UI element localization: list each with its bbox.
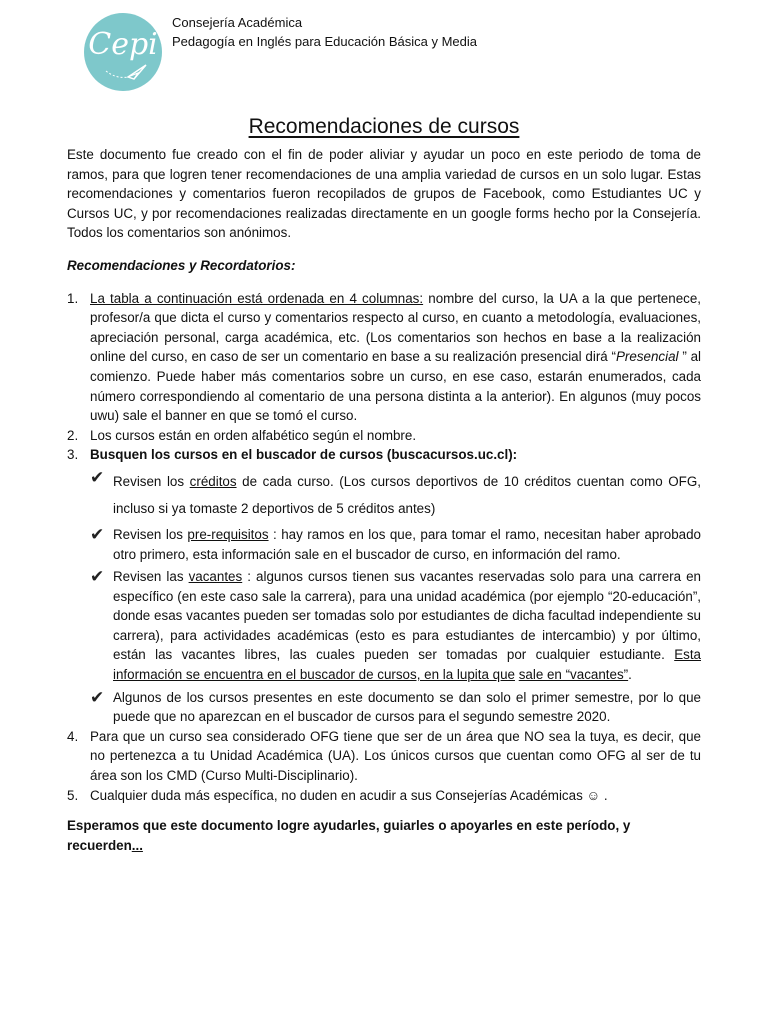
closing-paragraph: [67, 816, 701, 855]
header-line-1: Consejería Académica: [172, 15, 303, 30]
item-italic: Presencial: [616, 349, 683, 365]
checklist-item: [90, 688, 701, 727]
recommendations-list: [67, 289, 701, 806]
check-text-cont: : hay ramos en los que, para tomar el ramo, necesitan haber aprobado otro primero, esta información sale en el buscador de curso, en información del ramo.: [113, 526, 701, 562]
checkmark-icon: ✔: [90, 467, 105, 487]
check-underlined-3: sale en “vacantes”: [518, 667, 629, 683]
item-text: Los cursos están en orden alfabético según el nombre.: [90, 427, 417, 443]
list-item: [67, 426, 701, 446]
item-text: Para que un curso sea considerado OFG tiene que ser de un área que NO sea la tuya, es decir, que no pertenezca a tu Unidad Académica (UA). Los únicos cursos que cuentan como OFG al ser de tu área son los CMD (Curso Multi-Disciplinario).: [90, 728, 701, 784]
closing-ellipsis: ...: [131, 837, 143, 853]
checklist-item: [90, 567, 701, 685]
item-number: 1.: [67, 290, 79, 306]
list-item: [67, 727, 701, 786]
item-number: 5.: [67, 787, 79, 803]
check-underlined: créditos: [189, 473, 237, 489]
check-text-cont: de cada curso. (Los cursos deportivos de 10 créditos cuentan como OFG, incluso si ya tomaste 2 deportivos de 5 créditos antes): [113, 473, 702, 516]
checkmark-icon: ✔: [90, 524, 105, 544]
header-line-2: Pedagogía en Inglés para Educación Básica y Media: [172, 34, 477, 49]
logo-text: Cepi: [88, 27, 158, 62]
checklist-item: [90, 468, 701, 522]
checkmark-icon: ✔: [90, 687, 105, 707]
item-number: 3.: [67, 447, 79, 463]
check-end: .: [628, 667, 632, 683]
check-text-cont: : algunos cursos tienen sus vacantes reservadas solo para una carrera en específico (en este caso sale la carrera), para una unidad académica (por ejemplo “20-educación”, donde esas vacantes pueden ser tomadas solo por estudiantes de dicha facultad independiente su carrera), para actividades académicas (esto es para estudiantes de intercambio) y por último, están las vacantes libres, las cuales pueden ser tomadas por cualquier estudiante.: [113, 569, 701, 663]
item-lead: La tabla a continuación está ordenada en 4 columnas:: [90, 290, 424, 306]
list-item: [67, 445, 701, 727]
item-number: 4.: [67, 728, 79, 744]
intro-paragraph: Este documento fue creado con el fin de poder aliviar y ayudar un poco en este periodo de toma de ramos, para que logren tener recomendaciones de una amplia variedad de cursos en un solo lugar. Estas recomendaciones y comentarios fueron recopilados de grupos de Facebook, como Estudiantes UC y Cursos UC, y por recomendaciones realizadas directamente en un google forms hecho por la Consejería. Todos los comentarios son anónimos.: [67, 147, 701, 241]
check-underlined-2: Esta información se encuentra en el buscador de cursos, en la lupita que: [113, 647, 701, 683]
header: [172, 13, 477, 51]
list-item: [67, 289, 701, 426]
closing-text: Esperamos que este documento logre ayudarles, guiarles o apoyarles en este período, y recuerden: [67, 818, 631, 853]
check-underlined: pre-requisitos: [187, 526, 269, 542]
item-text: Cualquier duda más específica, no duden en acudir a sus Consejerías Académicas ☺ .: [90, 787, 608, 803]
checklist: [90, 468, 701, 727]
section-heading: Recomendaciones y Recordatorios:: [67, 257, 296, 273]
item-number: 2.: [67, 427, 79, 443]
check-text: Algunos de los cursos presentes en este documento se dan solo el primer semestre, por lo que puede que no aparezcan en el buscador de cursos para el segundo semestre 2020.: [113, 689, 701, 725]
document-body: [67, 145, 701, 855]
checkmark-icon: ✔: [90, 567, 105, 587]
item-text: Busquen los cursos en el buscador de cursos (buscacursos.uc.cl):: [90, 447, 518, 463]
item-text: nombre del curso, la UA a la que pertenece, profesor/a que dicta el curso y comentarios respecto al curso, en cuanto a metodología, evaluaciones, apreciación personal, carga académica, etc. (Los comentarios son hechos en base a la realización online del curso, en caso de ser un comentario en base a su realización presencial dirá “: [90, 290, 702, 365]
checklist-item: [90, 525, 701, 564]
cepi-logo: [84, 13, 162, 91]
check-text: Revisen los: [113, 473, 190, 489]
check-text: Revisen las: [113, 569, 189, 585]
check-underlined: vacantes: [188, 569, 243, 585]
item-text-cont: ” al comienzo. Puede haber más comentarios sobre un curso, en ese caso, estarán enumerados, cada número correspondiendo al comentario de una persona distinta a la anterior). En algunos (muy pocos uwu) sale el banner en que se tomó el curso.: [90, 349, 702, 424]
list-item: [67, 786, 701, 806]
document-title: Recomendaciones de cursos: [248, 115, 520, 138]
check-text: Revisen los: [113, 526, 188, 542]
